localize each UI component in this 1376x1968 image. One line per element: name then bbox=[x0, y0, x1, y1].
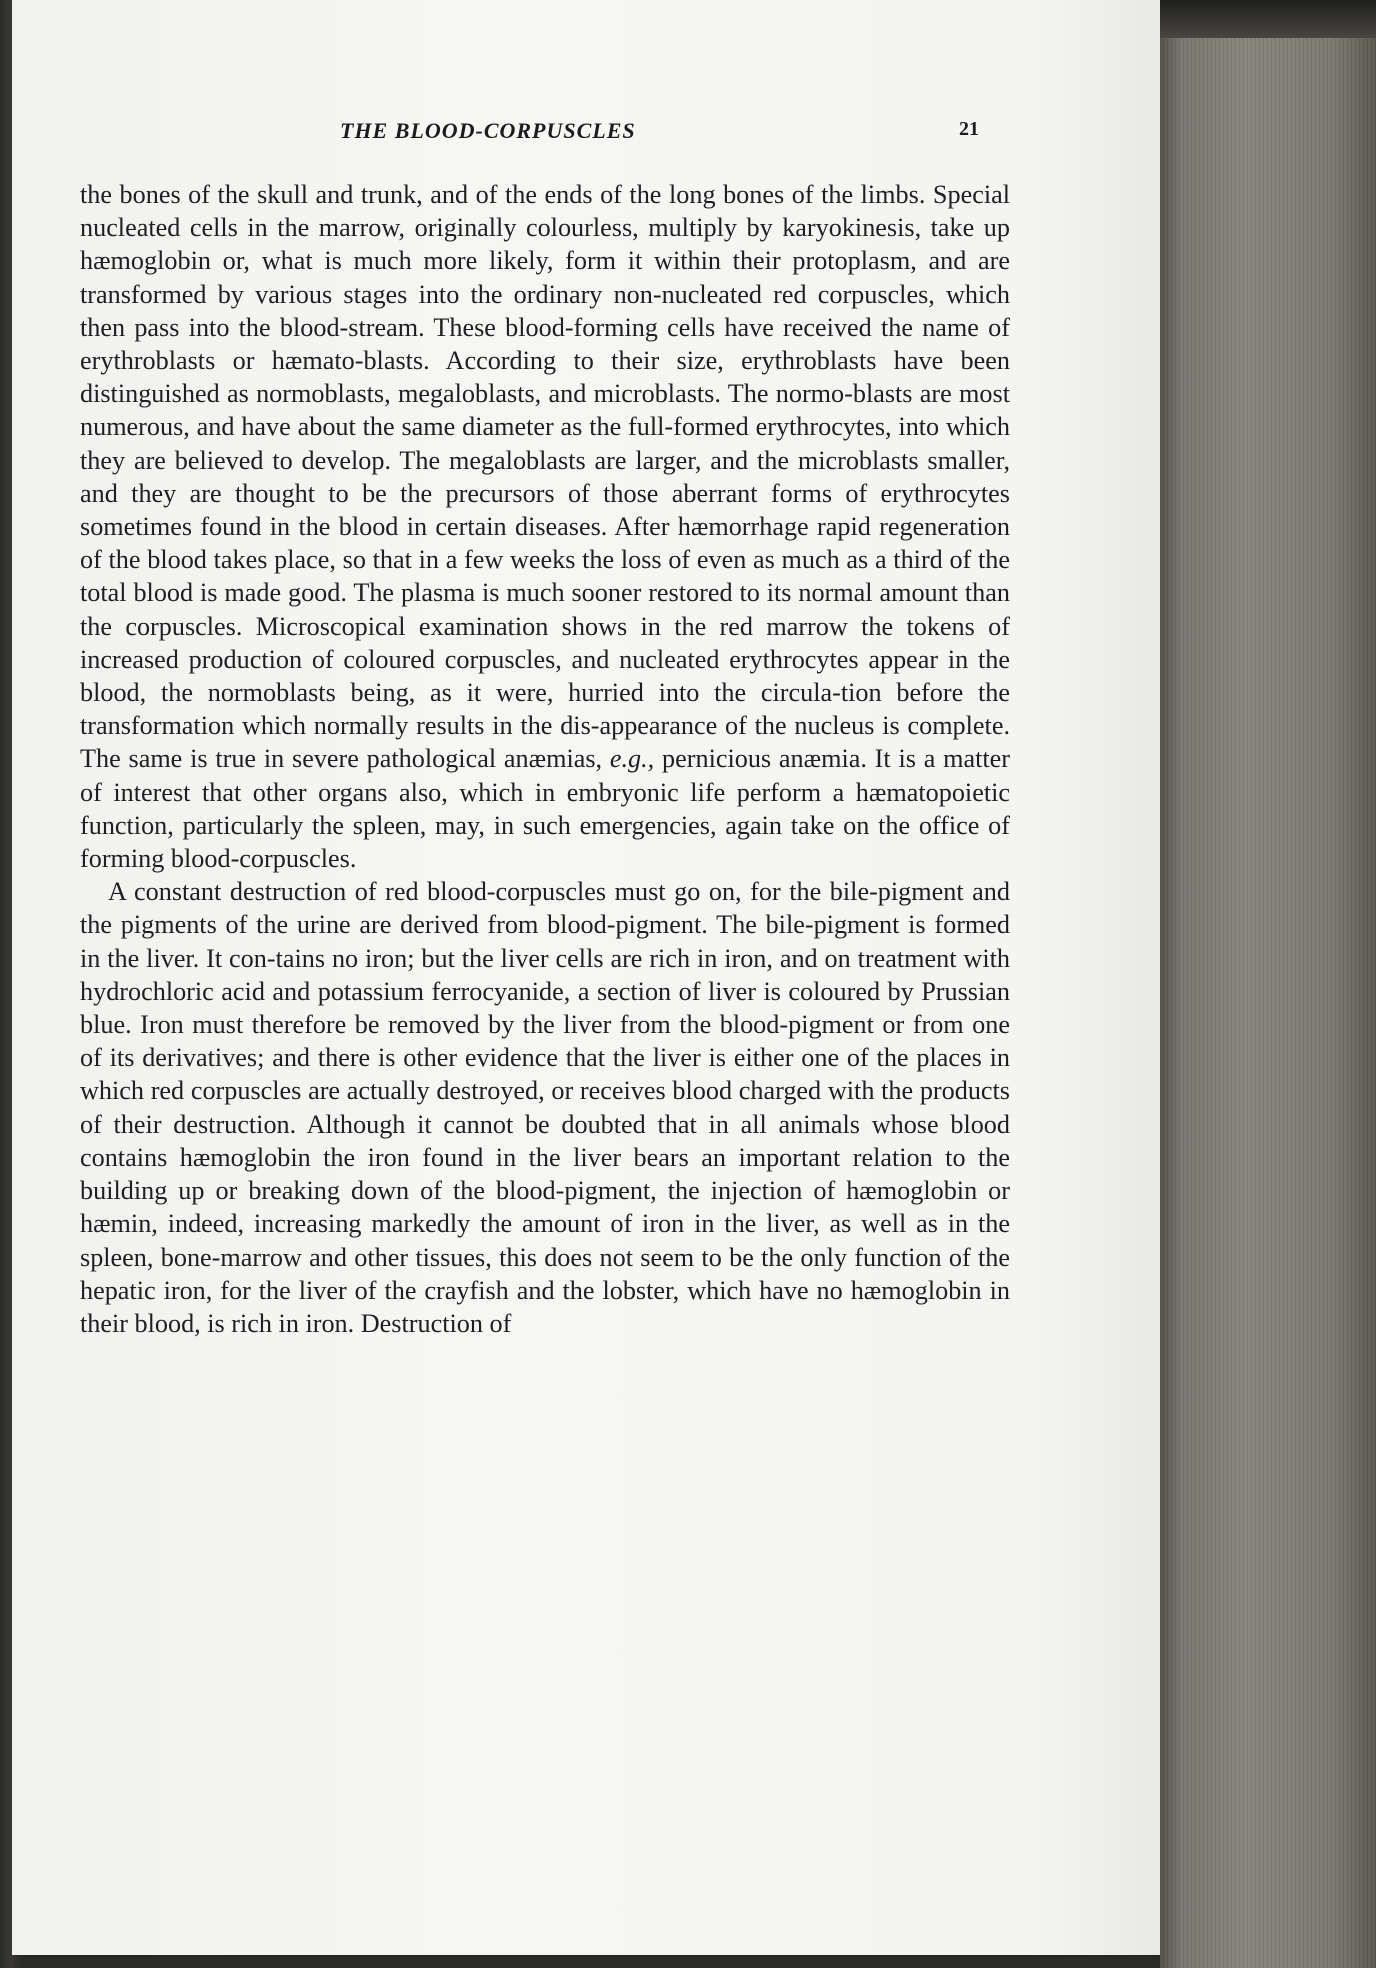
abbreviation: e.g., bbox=[609, 744, 655, 774]
running-header bbox=[72, 118, 1072, 152]
running-title: THE BLOOD-CORPUSCLES bbox=[340, 118, 636, 143]
body-text bbox=[80, 178, 1010, 1340]
book-edge-shadow bbox=[1160, 0, 1376, 40]
paragraph-text: the bones of the skull and trunk, and of the ends of the long bones of the limbs. Special nucleated cells in the marrow, originally colourless, multiply by karyokinesis, take up hæmoglobin or, what is much more likely, form it within their protoplasm, and are transformed by various stages into the ordinary non-nucleated red corpuscles, which then pass into the blood-stream. These blood-forming cells have received the name of erythroblasts or hæmato-blasts. According to their size, erythroblasts have been distinguished as normoblasts, megaloblasts, and microblasts. The normo-blasts are most numerous, and have about the same diameter as the full-formed erythrocytes, into which they are believed to develop. The megaloblasts are larger, and the microblasts smaller, and they are thought to be the precursors of those aberrant forms of erythrocytes sometimes found in the blood in certain diseases. After hæmorrhage rapid regeneration of the blood takes place, so that in a few weeks the loss of even as much as a third of the total blood is made good. The plasma is much sooner restored to its normal amount than the corpuscles. Microscopical examination shows in the red marrow the tokens of increased production of coloured corpuscles, and nucleated erythrocytes appear in the blood, the normoblasts being, as it were, hurried into the circula-tion before the transformation which normally results in the dis-appearance of the nucleus is complete. The same is true in severe pathological anæmias, bbox=[80, 180, 1010, 774]
paragraph-text: pernicious anæmia. It is a matter of interest that other organs also, which in embryonic life perform a hæmatopoietic function, particularly the spleen, may, in such emergencies, again take on the office of forming blood-corpuscles. bbox=[80, 744, 1011, 874]
book-page-edges bbox=[1160, 38, 1376, 1968]
paragraph bbox=[80, 178, 1010, 875]
paragraph-text: A constant destruction of red blood-corpuscles must go on, for the bile-pigment and the pigments of the urine are derived from blood-pigment. The bile-pigment is formed in the liver. It con-tains no iron; but the liver cells are rich in iron, and on treatment with hydrochloric acid and potassium ferrocyanide, a section of liver is coloured by Prussian blue. Iron must therefore be removed by the liver from the blood-pigment or from one of its derivatives; and there is other evidence that the liver is either one of the places in which red corpuscles are actually destroyed, or receives blood charged with the products of their destruction. Although it cannot be doubted that in all animals whose blood contains hæmoglobin the iron found in the liver bears an important relation to the building up or breaking down of the blood-pigment, the injection of hæmoglobin or hæmin, indeed, increasing markedly the amount of iron in the liver, as well as in the spleen, bone-marrow and other tissues, this does not seem to be the only function of the hepatic iron, for the liver of the crayfish and the lobster, which have no hæmoglobin in their blood, is rich in iron. Destruction of bbox=[80, 877, 1010, 1338]
book-page bbox=[12, 0, 1160, 1955]
paragraph bbox=[80, 875, 1010, 1340]
page-number: 21 bbox=[959, 118, 979, 140]
